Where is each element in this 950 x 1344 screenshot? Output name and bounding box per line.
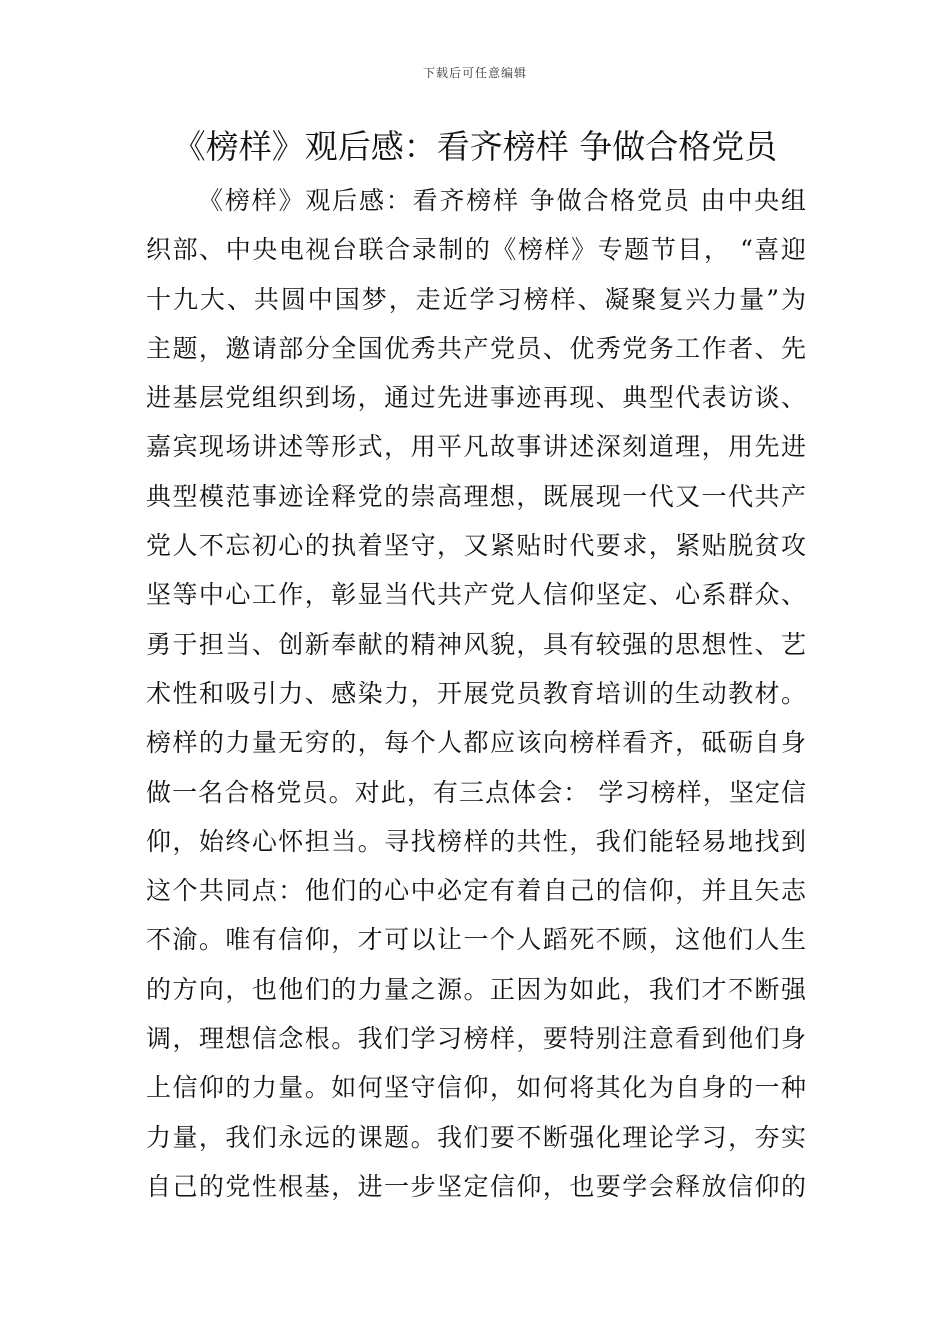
- body-line: 这个共同点：他们的心中必定有着自己的信仰，并且矢志: [146, 876, 806, 906]
- body-line: 坚等中心工作，彰显当代共产党人信仰坚定、心系群众、: [146, 580, 806, 610]
- body-line: 力量，我们永远的课题。我们要不断强化理论学习，夯实: [146, 1122, 806, 1152]
- body-line: 嘉宾现场讲述等形式，用平凡故事讲述深刻道理，用先进: [146, 432, 806, 462]
- body-line: 进基层党组织到场，通过先进事迹再现、典型代表访谈、: [146, 383, 806, 413]
- body-line: 主题，邀请部分全国优秀共产党员、优秀党务工作者、先: [146, 333, 806, 363]
- body-line: 做一名合格党员。对此，有三点体会： 学习榜样，坚定信: [146, 777, 806, 807]
- body-line: 术性和吸引力、感染力，开展党员教育培训的生动教材。: [146, 678, 806, 708]
- body-line: 党人不忘初心的执着坚守，又紧贴时代要求，紧贴脱贫攻: [146, 531, 806, 561]
- body-line: 典型模范事迹诠释党的崇高理想，既展现一代又一代共产: [146, 481, 806, 511]
- body-line: 自己的党性根基，进一步坚定信仰，也要学会释放信仰的: [146, 1171, 806, 1201]
- body-line: 上信仰的力量。如何坚守信仰，如何将其化为自身的一种: [146, 1073, 806, 1103]
- body-line: 十九大、共圆中国梦，走近学习榜样、凝聚复兴力量”为: [146, 284, 806, 314]
- body-line: 榜样的力量无穷的，每个人都应该向榜样看齐，砥砺自身: [146, 728, 806, 758]
- document-body: [146, 176, 806, 1211]
- body-line: 仰，始终心怀担当。寻找榜样的共性，我们能轻易地找到: [146, 826, 806, 856]
- body-line: 调，理想信念根。我们学习榜样，要特别注意看到他们身: [146, 1024, 806, 1054]
- body-line: 织部、中央电视台联合录制的《榜样》专题节目， “喜迎: [146, 235, 806, 265]
- body-line: 勇于担当、创新奉献的精神风貌，具有较强的思想性、艺: [146, 629, 806, 659]
- body-line: 不渝。唯有信仰，才可以让一个人蹈死不顾，这他们人生: [146, 925, 806, 955]
- document-title: 《榜样》观后感：看齐榜样 争做合格党员: [172, 127, 778, 166]
- body-line: 的方向，也他们的力量之源。正因为如此，我们才不断强: [146, 974, 806, 1004]
- header-note: 下载后可任意编辑: [422, 66, 527, 80]
- body-line: 《榜样》观后感：看齐榜样 争做合格党员 由中央组: [198, 186, 806, 215]
